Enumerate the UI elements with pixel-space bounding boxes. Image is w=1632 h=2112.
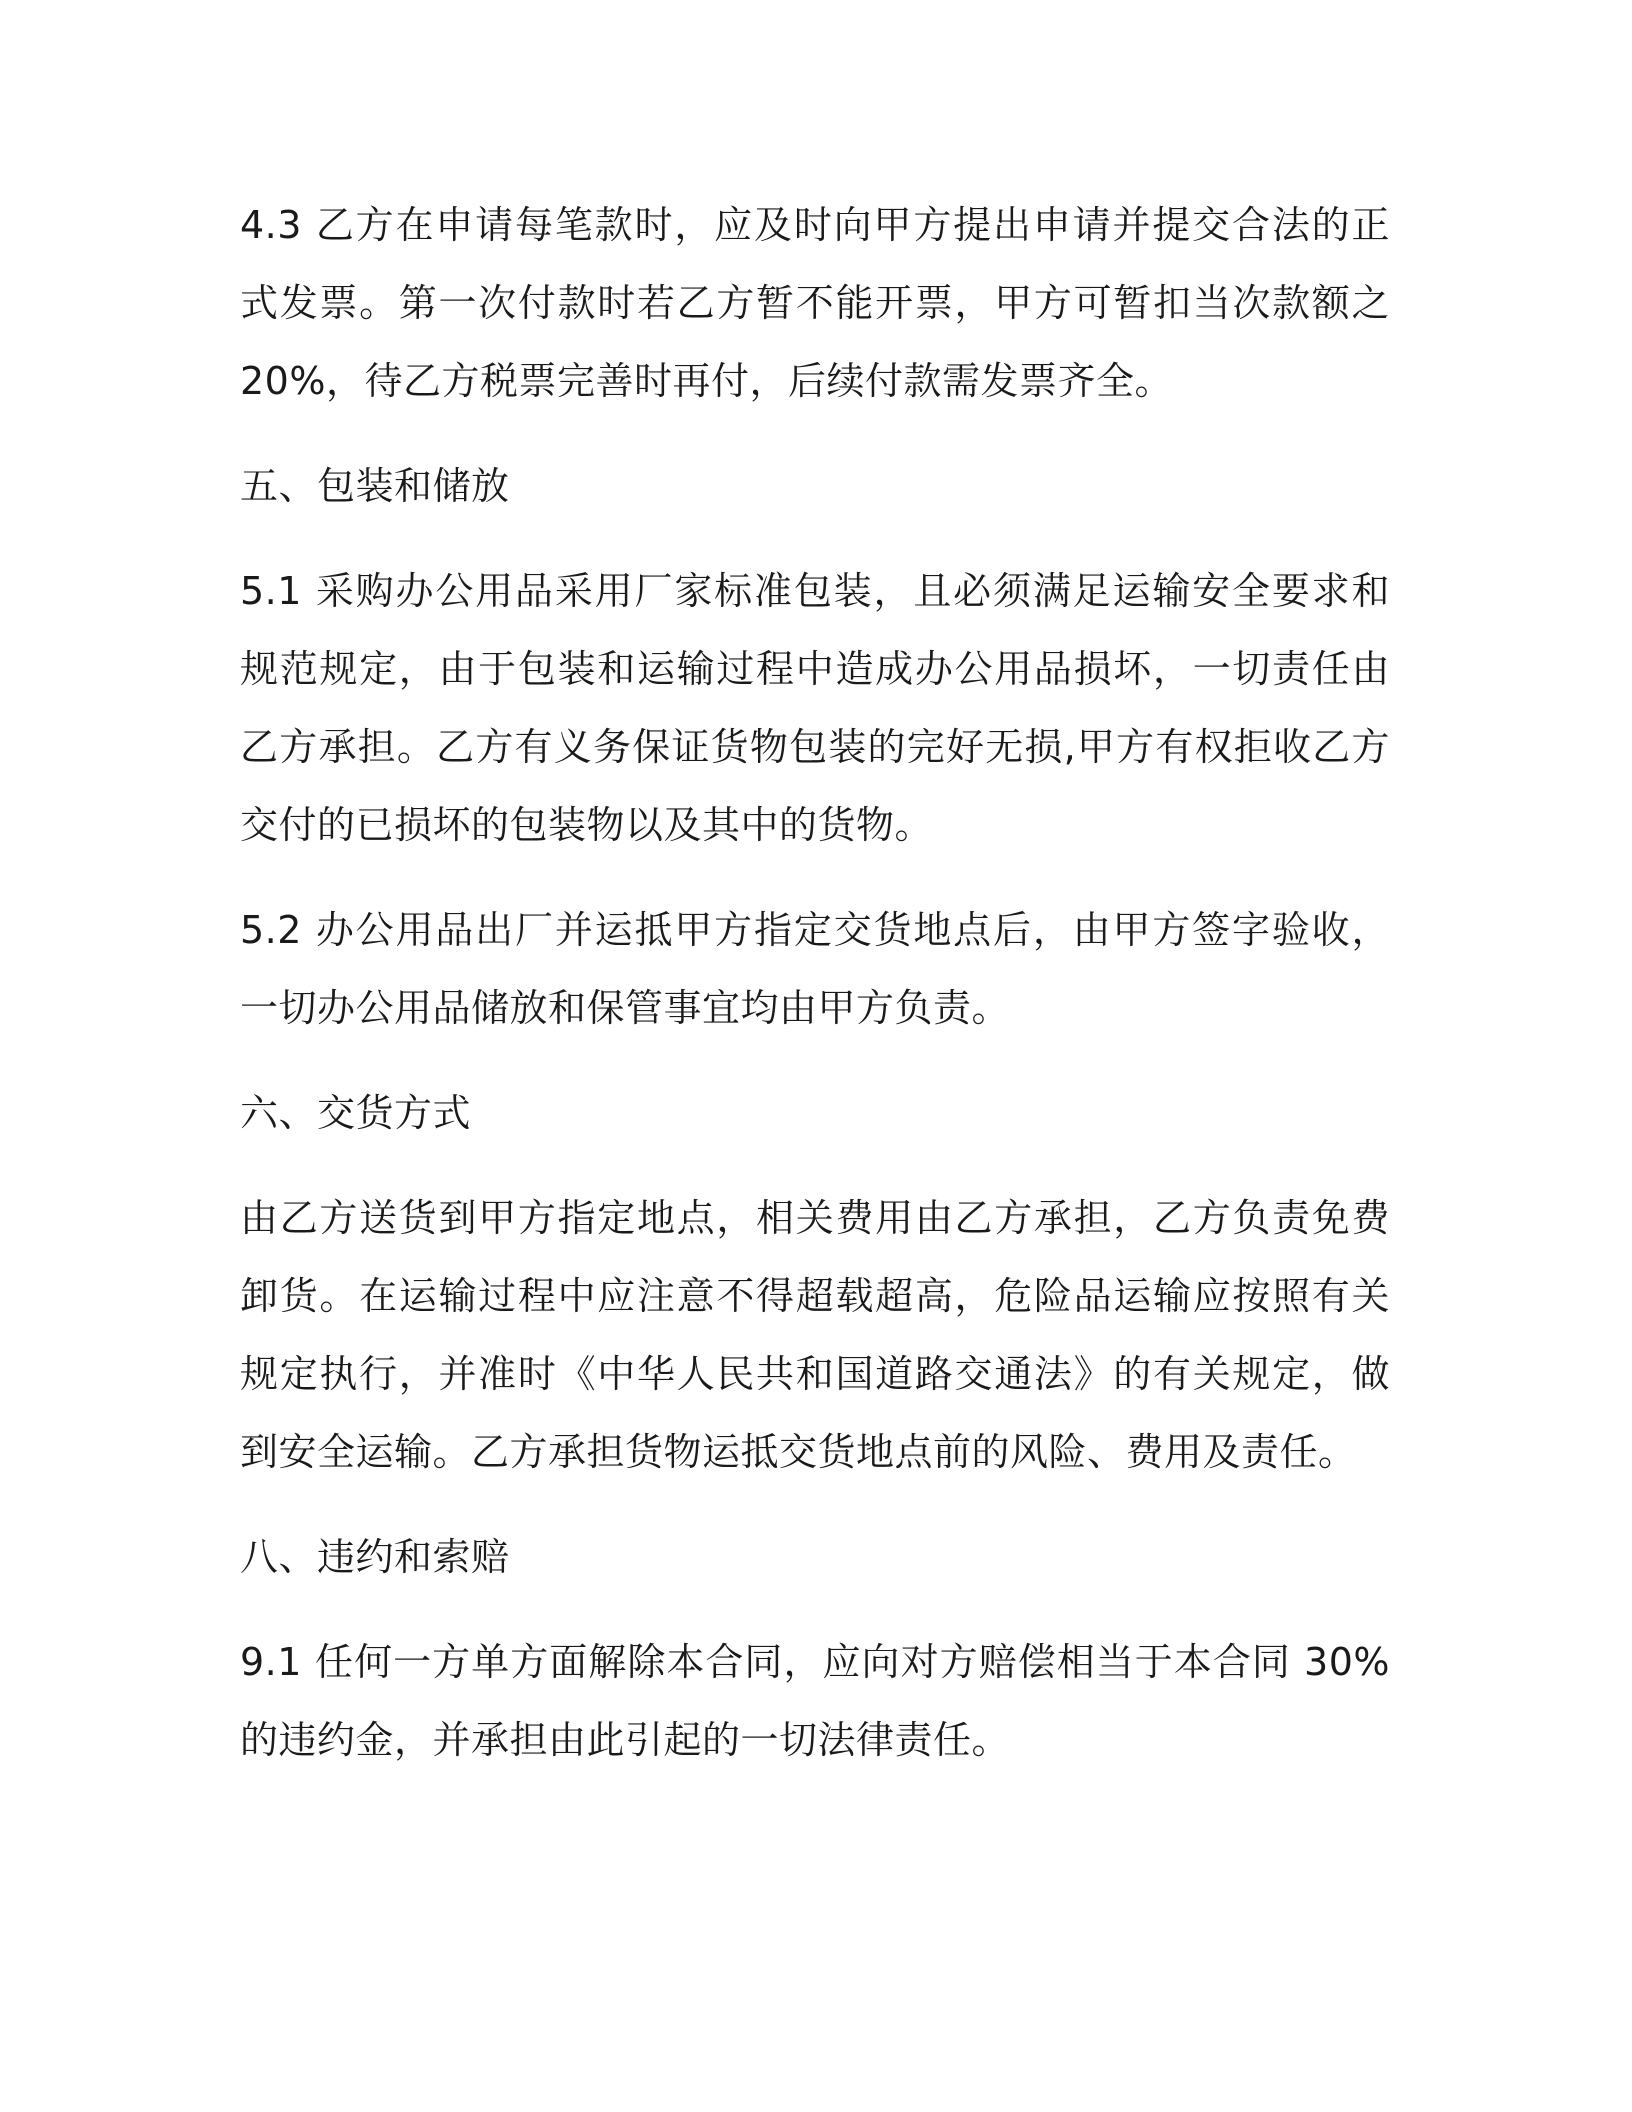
clause-5-1: 5.1 采购办公用品采用厂家标准包装，且必须满足运输安全要求和规范规定，由于包装和运输过程中造成办公用品损坏，一切责任由乙方承担。乙方有义务保证货物包装的完好无损,甲方有权拒收乙方交付的已损坏的包装物以及其中的货物。 (240, 569, 1390, 847)
clause-5-2: 5.2 办公用品出厂并运抵甲方指定交货地点后，由甲方签字验收，一切办公用品储放和保管事宜均由甲方负责。 (240, 908, 1390, 1030)
section-heading-delivery: 六、交货方式 (240, 1091, 472, 1135)
document-body (240, 186, 1390, 1779)
clause-9-1: 9.1 任何一方单方面解除本合同，应向对方赔偿相当于本合同 30%的违约金，并承担由此引起的一切法律责任。 (240, 1640, 1390, 1762)
delivery-paragraph: 由乙方送货到甲方指定地点，相关费用由乙方承担，乙方负责免费卸货。在运输过程中应注意不得超载超高，危险品运输应按照有关规定执行，并准时《中华人民共和国道路交通法》的有关规定，做到安全运输。乙方承担货物运抵交货地点前的风险、费用及责任。 (240, 1196, 1390, 1474)
section-heading-breach: 八、违约和索赔 (240, 1535, 510, 1579)
clause-4-3: 4.3 乙方在申请每笔款时，应及时向甲方提出申请并提交合法的正式发票。第一次付款时若乙方暂不能开票，甲方可暂扣当次款额之 20%，待乙方税票完善时再付，后续付款需发票齐全。 (240, 203, 1390, 403)
section-heading-packaging: 五、包装和储放 (240, 464, 510, 508)
